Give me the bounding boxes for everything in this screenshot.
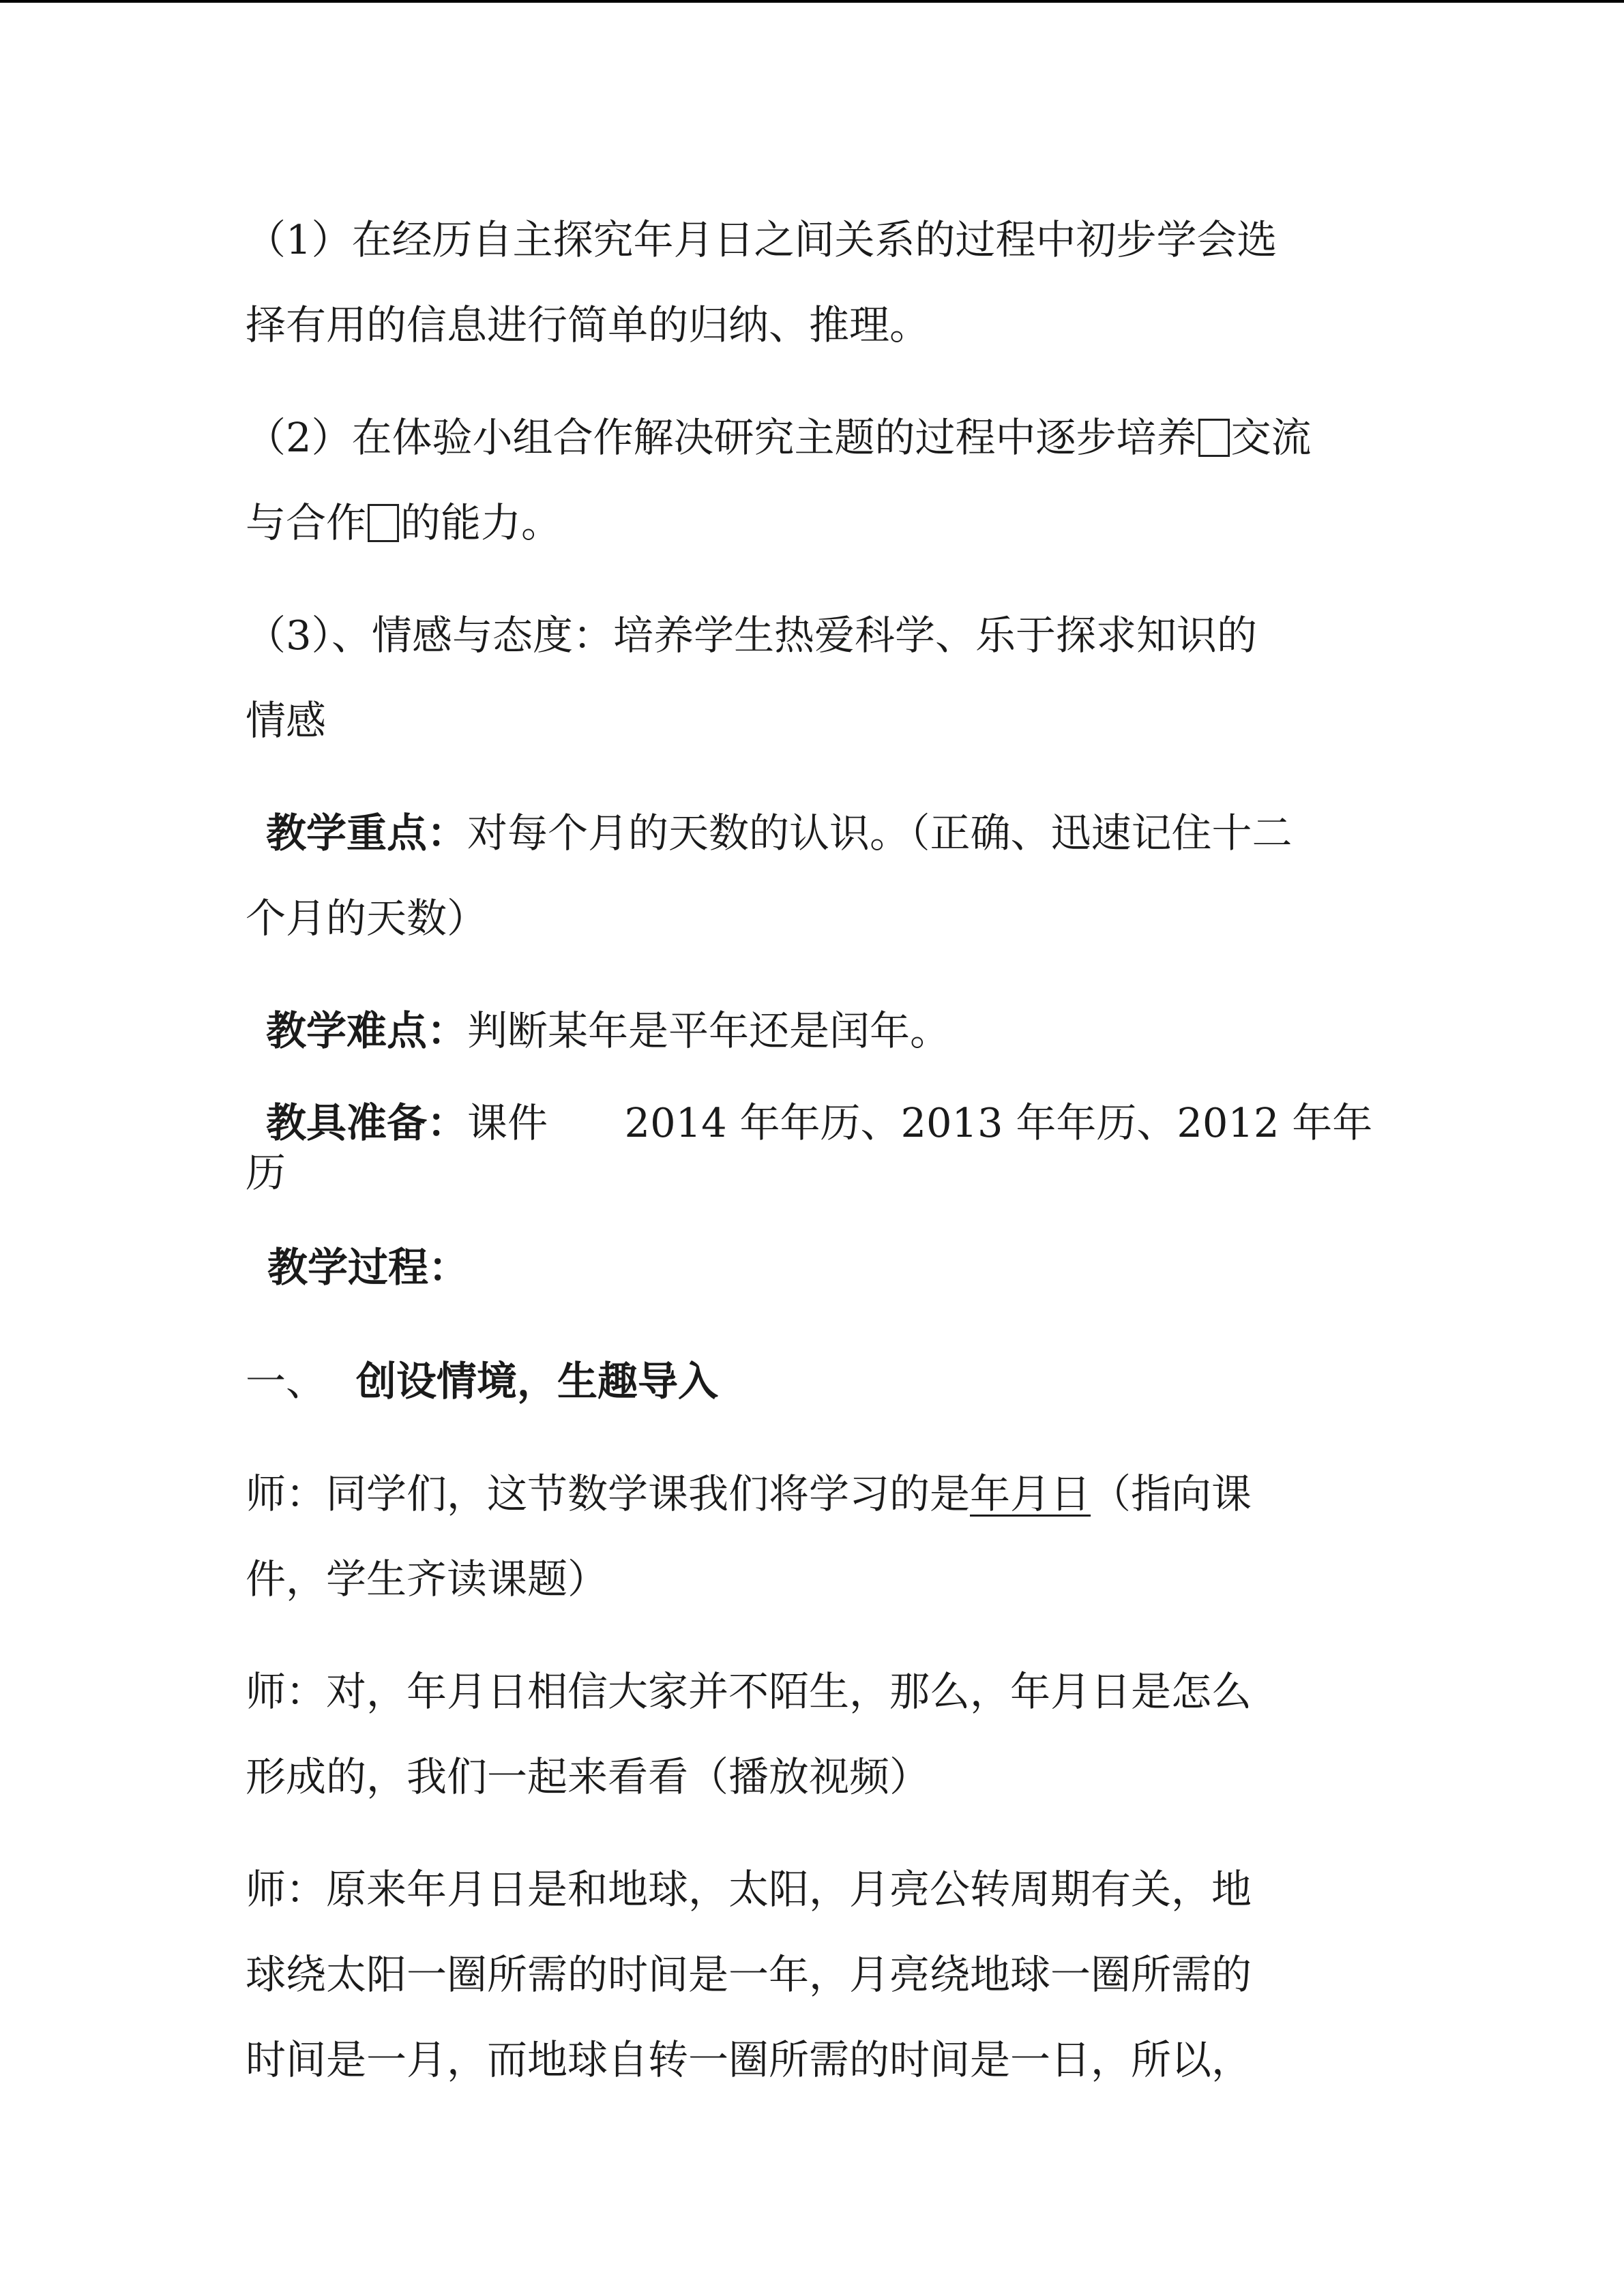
difficulty-label: 教学难点： [266,1007,468,1054]
materials-line-1: 教具准备：课件 2014 年年历、2013 年年历、2012 年年 [266,1099,1373,1146]
missing-glyph-box [1198,419,1230,457]
page-top-border [0,0,1624,3]
objective-2-line-1: （2）在体验小组合作解决研究主题的过程中逐步培养 交流 [246,414,1312,461]
objective-1-line-1: （1）在经历自主探究年月日之间关系的过程中初步学会选 [246,216,1278,263]
objective-3-line-1: （3）、情感与态度：培养学生热爱科学、乐于探求知识的 [246,612,1258,659]
section-1-heading [246,1357,718,1406]
dialogue-3-line-1: 师：原来年月日是和地球，太阳，月亮公转周期有关，地 [246,1866,1252,1913]
missing-glyph-box [368,504,399,542]
materials-label: 教具准备： [266,1099,468,1146]
key-point-line-2: 个月的天数） [246,895,488,942]
dialogue-1-line-1: 师：同学们，这节数学课我们将学习的是年月日（指向课 [246,1470,1252,1517]
section-1-number: 一、 [246,1358,327,1405]
section-1-title: 创设情境，生趣导入 [356,1358,719,1405]
dialogue-3-line-2: 球绕太阳一圈所需的时间是一年，月亮绕地球一圈所需的 [246,1951,1252,1998]
objective-1-line-2: 择有用的信息进行简单的归纳、推理。 [246,301,930,348]
objective-2-line-2: 与合作 的能力。 [246,499,562,546]
process-heading: 教学过程： [267,1244,469,1291]
lesson-topic: 年月日 [970,1470,1091,1517]
dialogue-1-line-2: 件，学生齐读课题） [246,1555,608,1602]
materials-line-2: 历 [246,1149,286,1196]
dialogue-2-line-2: 形成的，我们一起来看看（播放视频） [246,1753,930,1800]
dialogue-3-line-3: 时间是一月，而地球自转一圈所需的时间是一日，所以， [246,2036,1252,2083]
difficulty-line: 教学难点：判断某年是平年还是闰年。 [266,1007,951,1054]
key-point-label: 教学重点： [266,809,468,856]
dialogue-2-line-1: 师：对，年月日相信大家并不陌生，那么，年月日是怎么 [246,1668,1252,1715]
objective-3-line-2: 情感 [246,697,327,744]
key-point-line-1: 教学重点：对每个月的天数的认识。（正确、迅速记住十二 [266,809,1293,856]
